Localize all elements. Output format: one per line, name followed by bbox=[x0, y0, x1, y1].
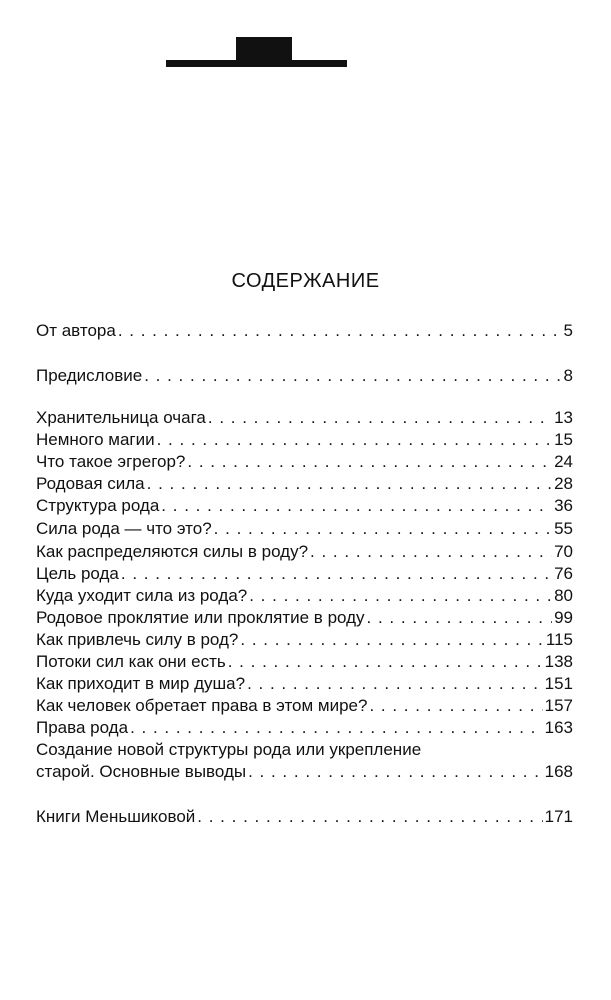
toc-leader-dots bbox=[367, 607, 553, 629]
toc-entry-page: 15 bbox=[554, 430, 573, 449]
toc-entry-page: 157 bbox=[544, 696, 573, 715]
toc-entry-title: От автора bbox=[36, 321, 116, 340]
toc-entry-title: Немного магии bbox=[36, 430, 155, 449]
toc-entry-page: 55 bbox=[554, 519, 573, 538]
toc-entry-title: Сила рода — что это? bbox=[36, 519, 212, 538]
toc-leader-dots bbox=[161, 495, 552, 517]
toc-entry-page: 138 bbox=[544, 652, 573, 671]
toc-entry-title: Предисловие bbox=[36, 366, 143, 385]
toc-entry-page: 8 bbox=[563, 366, 573, 385]
toc-entry bbox=[36, 473, 573, 495]
toc-entry-page: 13 bbox=[554, 408, 573, 427]
toc-leader-dots bbox=[121, 563, 552, 585]
toc-entry-page: 76 bbox=[554, 564, 573, 583]
toc-entry bbox=[36, 320, 573, 342]
toc-leader-dots bbox=[208, 407, 552, 429]
toc-entry-page: 163 bbox=[544, 718, 573, 737]
toc-entry bbox=[36, 673, 573, 695]
toc-entry-title: Как приходит в мир душа? bbox=[36, 674, 246, 693]
toc-entry-continued bbox=[36, 739, 573, 761]
toc-entry-title: Что такое эгрегор? bbox=[36, 452, 186, 471]
toc-entry-page: 28 bbox=[554, 474, 573, 493]
toc-entry-title: Родовое проклятие или проклятие в роду bbox=[36, 608, 365, 627]
toc-entry bbox=[36, 695, 573, 717]
toc-entry bbox=[36, 429, 573, 451]
toc-entry bbox=[36, 365, 573, 387]
toc-entry bbox=[36, 629, 573, 651]
toc-entry-title: Хранительница очага bbox=[36, 408, 206, 427]
toc-entry bbox=[36, 563, 573, 585]
toc-leader-dots bbox=[130, 717, 543, 739]
toc-leader-dots bbox=[240, 629, 544, 651]
toc-entry bbox=[36, 541, 573, 563]
page-title: СОДЕРЖАНИЕ bbox=[231, 270, 380, 292]
toc-entry-page: 5 bbox=[563, 321, 573, 340]
toc-entry-title: Книги Меньшиковой bbox=[36, 807, 196, 826]
toc-entry-page: 70 bbox=[554, 542, 573, 561]
toc-entry-page: 171 bbox=[544, 807, 573, 826]
toc-leader-dots bbox=[147, 473, 552, 495]
toc-entry-title: Как распределяются силы в роду? bbox=[36, 542, 309, 561]
toc-leader-dots bbox=[247, 673, 543, 695]
toc-entry-page: 80 bbox=[554, 586, 573, 605]
toc-entry bbox=[36, 407, 573, 429]
toc-leader-dots bbox=[310, 541, 552, 563]
toc-entry bbox=[36, 607, 573, 629]
toc-leader-dots bbox=[197, 806, 542, 828]
toc-entry bbox=[36, 806, 573, 828]
toc-entry-title: старой. Основные выводы bbox=[36, 762, 247, 781]
toc-entry-title: Создание новой структуры рода или укрепление bbox=[36, 740, 422, 759]
toc-entry-title: Как привлечь силу в род? bbox=[36, 630, 239, 649]
toc-entry bbox=[36, 518, 573, 540]
toc-leader-dots bbox=[248, 761, 543, 783]
toc-leader-dots bbox=[249, 585, 552, 607]
toc-entry-title: Структура рода bbox=[36, 496, 160, 515]
toc-leader-dots bbox=[144, 365, 561, 387]
toc-entry-title: Права рода bbox=[36, 718, 129, 737]
toc-leader-dots bbox=[228, 651, 543, 673]
toc-entry-title: Потоки сил как они есть bbox=[36, 652, 226, 671]
toc-entry-page: 24 bbox=[554, 452, 573, 471]
toc-entry bbox=[36, 761, 573, 783]
toc-entry-title: Куда уходит сила из рода? bbox=[36, 586, 248, 605]
toc-entry-title: Цель рода bbox=[36, 564, 119, 583]
toc-entry-page: 115 bbox=[545, 630, 573, 649]
toc-leader-dots bbox=[369, 695, 542, 717]
toc-entry-page: 36 bbox=[554, 496, 573, 515]
toc-entry bbox=[36, 451, 573, 473]
toc-entry-title: Как человек обретает права в этом мире? bbox=[36, 696, 368, 715]
toc-leader-dots bbox=[214, 518, 552, 540]
decorative-block bbox=[236, 37, 292, 65]
toc-entry-page: 99 bbox=[554, 608, 573, 627]
toc-entry-page: 168 bbox=[544, 762, 573, 781]
toc-entry bbox=[36, 651, 573, 673]
toc-entry bbox=[36, 495, 573, 517]
toc-entry-page: 151 bbox=[544, 674, 573, 693]
toc-entry bbox=[36, 585, 573, 607]
toc-entry bbox=[36, 717, 573, 739]
toc-entry-title: Родовая сила bbox=[36, 474, 145, 493]
toc-leader-dots bbox=[118, 320, 562, 342]
toc-leader-dots bbox=[187, 451, 552, 473]
toc-leader-dots bbox=[157, 429, 552, 451]
